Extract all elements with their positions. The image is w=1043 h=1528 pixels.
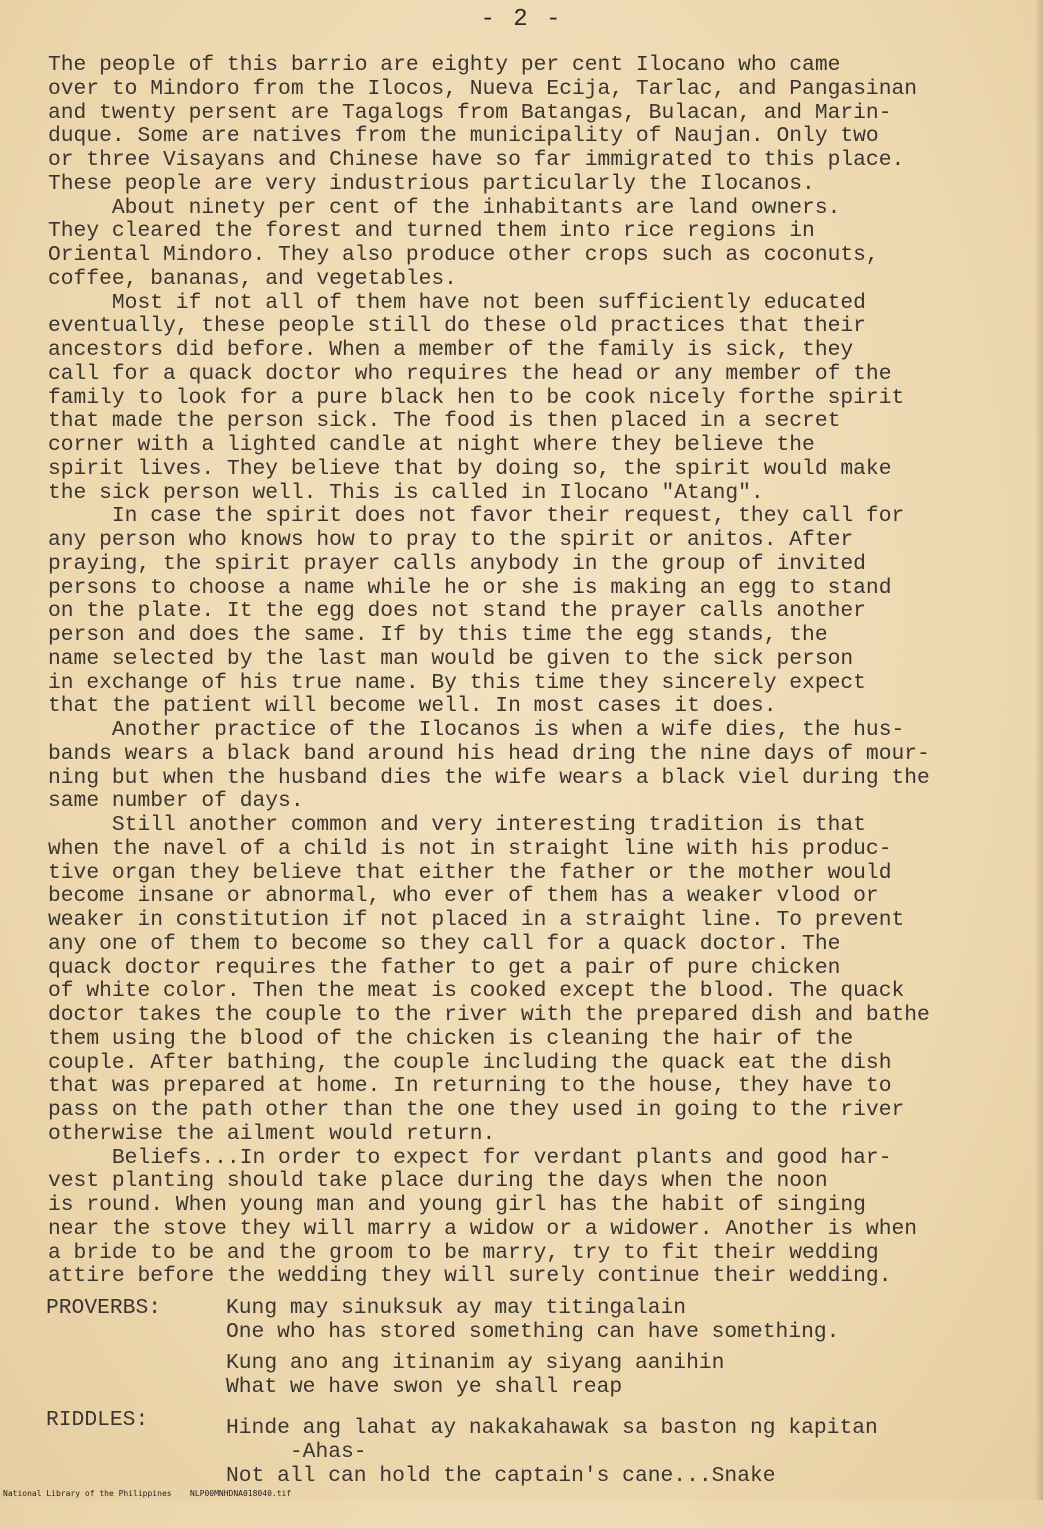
text-line: These people are very industrious particularly the Ilocanos. [48, 171, 815, 196]
text-line: persons to choose a name while he or she is making an egg to stand [48, 575, 892, 600]
text-line: them using the blood of the chicken is cleaning the hair of the [48, 1026, 854, 1051]
text-line: spirit lives. They believe that by doing so, the spirit would make [48, 456, 892, 481]
riddle-line: -Ahas- [226, 1440, 367, 1464]
text-line: call for a quack doctor who requires the head or any member of the [48, 361, 892, 386]
riddle-line: Not all can hold the captain's cane...Snake [226, 1464, 776, 1488]
text-line: is round. When young man and young girl has the habit of singing [48, 1193, 866, 1217]
text-line: About ninety per cent of the inhabitants are land owners. [48, 195, 841, 220]
text-line: same number of days. [48, 789, 304, 814]
proverb-line: Kung ano ang itinanim ay siyang aanihin [226, 1351, 725, 1375]
text-line: Beliefs...In order to expect for verdant plants and good har- [48, 1145, 892, 1170]
text-line: the sick person well. This is called in Ilocano "Atang". [48, 480, 764, 505]
scan-filename: NLP00MNHDNA018040.tif [190, 1489, 292, 1498]
library-credit: National Library of the Philippines [3, 1489, 172, 1498]
text-line: In case the spirit does not favor their request, they call for [48, 504, 905, 529]
text-line: coffee, bananas, and vegetables. [48, 266, 457, 291]
proverb-line: One who has stored something can have something. [226, 1320, 840, 1344]
document-body [48, 54, 1033, 1289]
text-line: that the patient will become well. In most cases it does. [48, 694, 777, 719]
text-line: Most if not all of them have not been sufficiently educated [48, 290, 866, 315]
proverb-line: What we have swon ye shall reap [226, 1375, 623, 1399]
text-line: over to Mindoro from the Ilocos, Nueva Ecija, Tarlac, and Pangasinan [48, 76, 918, 101]
text-line: ancestors did before. When a member of the family is sick, they [48, 338, 854, 362]
text-line: praying, the spirit prayer calls anybody in the group of invited [48, 551, 866, 576]
text-line: any one of them to become so they call for a quack doctor. The [48, 931, 841, 956]
text-line: family to look for a pure black hen to be cook nicely forthe spirit [48, 385, 905, 410]
text-line: Still another common and very interesting tradition is that [48, 813, 866, 837]
text-line: duque. Some are natives from the municipality of Naujan. Only two [48, 124, 879, 149]
text-line: attire before the wedding they will surely continue their wedding. [48, 1264, 892, 1289]
proverb-line: Kung may sinuksuk ay may titingalain [226, 1296, 687, 1320]
riddles-section [46, 1408, 1031, 1528]
text-line: or three Visayans and Chinese have so far immigrated to this place. [48, 148, 905, 172]
text-line: pass on the path other than the one they used in going to the river [48, 1098, 905, 1122]
text-line: any person who knows how to pray to the spirit or anitos. After [48, 528, 854, 552]
text-line: on the plate. It the egg does not stand the prayer calls another [48, 599, 866, 624]
page-edge-shadow [1035, 0, 1043, 1500]
text-line: that was prepared at home. In returning to the house, they have to [48, 1074, 892, 1099]
page-number: - 2 - [480, 6, 563, 33]
proverbs-label: PROVERBS: [46, 1296, 162, 1320]
text-line: become insane or abnormal, who ever of them has a weaker vlood or [48, 884, 879, 909]
riddle-line: Hinde ang lahat ay nakakahawak sa baston ng kapitan [226, 1416, 878, 1440]
text-line: when the navel of a child is not in straight line with his produc- [48, 836, 892, 861]
text-line: and twenty persent are Tagalogs from Batangas, Bulacan, and Marin- [48, 100, 892, 125]
text-line: person and does the same. If by this time the egg stands, the [48, 623, 828, 647]
text-line: They cleared the forest and turned them into rice regions in [48, 219, 815, 244]
text-line: of white color. Then the meat is cooked except the blood. The quack [48, 979, 905, 1004]
text-line: couple. After bathing, the couple including the quack eat the dish [48, 1050, 892, 1075]
text-line: in exchange of his true name. By this time they sincerely expect [48, 670, 866, 695]
text-line: a bride to be and the groom to be marry, try to fit their wedding [48, 1240, 879, 1265]
text-line: tive organ they believe that either the father or the mother would [48, 860, 892, 885]
text-line: name selected by the last man would be given to the sick person [48, 646, 854, 671]
text-line: bands wears a black band around his head dring the nine days of mour- [48, 741, 930, 766]
text-line: vest planting should take place during the days when the noon [48, 1169, 828, 1194]
text-line: Oriental Mindoro. They also produce other crops such as coconuts, [48, 243, 879, 267]
text-line: Another practice of the Ilocanos is when a wife dies, the hus- [48, 718, 905, 742]
riddles-label: RIDDLES: [46, 1408, 149, 1432]
text-line: weaker in constitution if not placed in a straight line. To prevent [48, 908, 905, 932]
text-line: near the stove they will marry a widow or a widower. Another is when [48, 1216, 918, 1241]
text-line: doctor takes the couple to the river with the prepared dish and bathe [48, 1003, 930, 1027]
text-line: that made the person sick. The food is then placed in a secret [48, 409, 841, 434]
text-line: corner with a lighted candle at night where they believe the [48, 433, 815, 457]
text-line: ning but when the husband dies the wife wears a black viel during the [48, 765, 930, 790]
text-line: eventually, these people still do these old practices that their [48, 314, 866, 339]
text-line: otherwise the ailment would return. [48, 1121, 496, 1146]
text-line: quack doctor requires the father to get a pair of pure chicken [48, 955, 841, 980]
text-line: The people of this barrio are eighty per cent Ilocano who came [48, 53, 841, 77]
